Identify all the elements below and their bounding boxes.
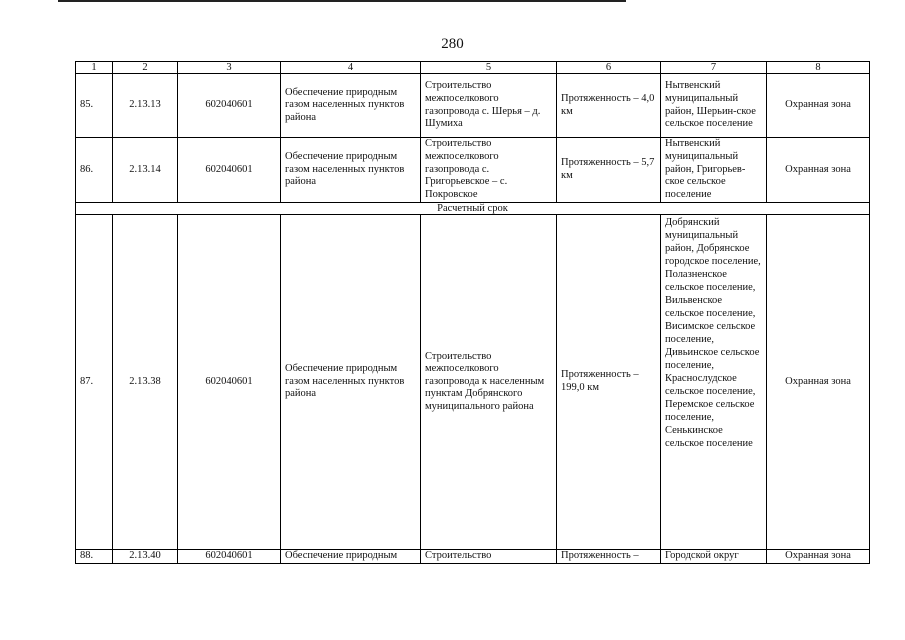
column-number: 7 bbox=[661, 62, 767, 74]
row-number: 88. bbox=[76, 549, 113, 563]
length-cell: Протяженность – 199,0 км bbox=[557, 214, 661, 549]
table-row bbox=[76, 74, 870, 138]
column-number: 4 bbox=[281, 62, 421, 74]
length-cell: Протяженность – bbox=[557, 549, 661, 563]
object-code: 2.13.13 bbox=[113, 74, 178, 138]
column-number: 1 bbox=[76, 62, 113, 74]
municipality-cell: Нытвенский муниципальный район, Шерьин-ское сельское поселение bbox=[661, 74, 767, 138]
purpose-cell: Обеспечение природным bbox=[281, 549, 421, 563]
column-number-row bbox=[76, 62, 870, 74]
purpose-cell: Обеспечение природным газом населенных пунктов района bbox=[281, 138, 421, 203]
section-title: Расчетный срок bbox=[76, 202, 870, 214]
column-number: 2 bbox=[113, 62, 178, 74]
object-id: 602040601 bbox=[178, 138, 281, 203]
table-row bbox=[76, 214, 870, 549]
length-cell: Протяженность – 4,0 км bbox=[557, 74, 661, 138]
object-cell: Строительство межпоселкового газопровода с. Григорьевское – с. Покровское bbox=[421, 138, 557, 203]
zone-cell: Охранная зона bbox=[767, 138, 870, 203]
row-number: 87. bbox=[76, 214, 113, 549]
zone-cell: Охранная зона bbox=[767, 549, 870, 563]
register-table bbox=[75, 61, 870, 564]
municipality-cell: Нытвенский муниципальный район, Григорьев-ское сельское поселение bbox=[661, 138, 767, 203]
purpose-cell: Обеспечение природным газом населенных пунктов района bbox=[281, 74, 421, 138]
object-code: 2.13.40 bbox=[113, 549, 178, 563]
object-id: 602040601 bbox=[178, 74, 281, 138]
object-id: 602040601 bbox=[178, 549, 281, 563]
row-number: 85. bbox=[76, 74, 113, 138]
length-cell: Протяженность – 5,7 км bbox=[557, 138, 661, 203]
row-number: 86. bbox=[76, 138, 113, 203]
object-cell: Строительство bbox=[421, 549, 557, 563]
column-number: 5 bbox=[421, 62, 557, 74]
object-cell: Строительство межпоселкового газопровода с. Шерья – д. Шумиха bbox=[421, 74, 557, 138]
top-rule bbox=[58, 0, 626, 2]
table-row bbox=[76, 549, 870, 563]
object-id: 602040601 bbox=[178, 214, 281, 549]
purpose-cell: Обеспечение природным газом населенных пунктов района bbox=[281, 214, 421, 549]
municipality-cell: Добрянский муниципальный район, Добрянское городское поселение, Полазненское сельское поселение, Вильвенское сельское поселение, Висимское сельское поселение, Дивьинское сельское поселение, Краснослудское сельское поселение, Перемское сельское поселение, Сенькинское сельское поселение bbox=[661, 214, 767, 549]
zone-cell: Охранная зона bbox=[767, 74, 870, 138]
table-row bbox=[76, 138, 870, 203]
section-row bbox=[76, 202, 870, 214]
column-number: 3 bbox=[178, 62, 281, 74]
object-code: 2.13.14 bbox=[113, 138, 178, 203]
object-cell: Строительство межпоселкового газопровода к населенным пунктам Добрянского муниципального района bbox=[421, 214, 557, 549]
municipality-cell: Городской округ bbox=[661, 549, 767, 563]
column-number: 6 bbox=[557, 62, 661, 74]
object-code: 2.13.38 bbox=[113, 214, 178, 549]
column-number: 8 bbox=[767, 62, 870, 74]
zone-cell: Охранная зона bbox=[767, 214, 870, 549]
page-number: 280 bbox=[441, 36, 464, 52]
